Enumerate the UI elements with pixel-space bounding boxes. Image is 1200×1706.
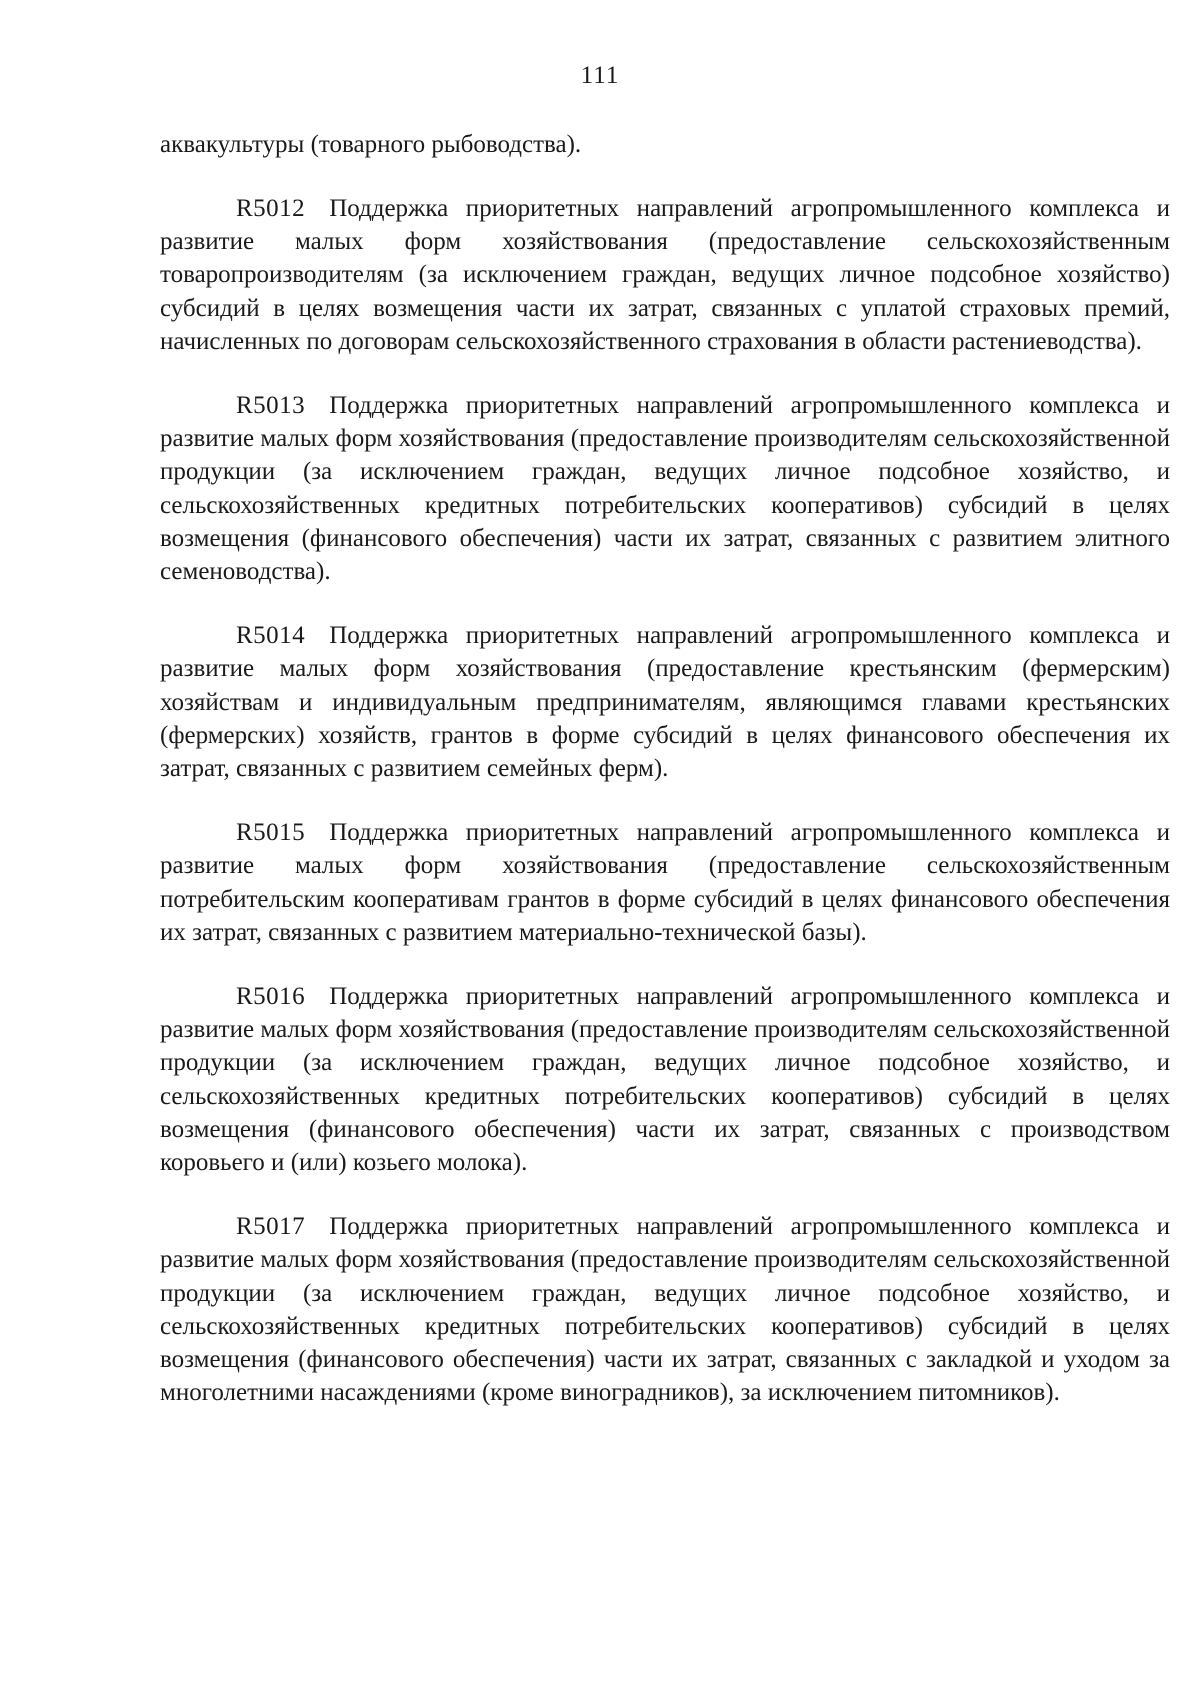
entry-code: R5016 (236, 983, 306, 1011)
entry-code: R5014 (236, 622, 306, 650)
entry-text: Поддержка приоритетных направлений агропромышленного комплекса и развитие малых форм хозяйствования (предоставление сельскохозяйственным потребительским кооперативам грантов в форме субсидий в целях финансового обеспечения их затрат, связанных с развитием материально-технической базы). (160, 819, 1170, 946)
entry-r5012 (160, 192, 1170, 358)
entry-code: R5017 (236, 1213, 306, 1241)
entry-r5013 (160, 389, 1170, 588)
entry-text: Поддержка приоритетных направлений агропромышленного комплекса и развитие малых форм хозяйствования (предоставление крестьянским (фермерским) хозяйствам и индивидуальным предпринимателям, являющимся главами крестьянских (фермерских) хозяйств, грантов в форме субсидий в целях финансового обеспечения их затрат, связанных с развитием семейных ферм). (160, 622, 1170, 783)
entry-code: R5013 (236, 392, 306, 420)
document-body (160, 128, 1170, 1441)
entry-text: Поддержка приоритетных направлений агропромышленного комплекса и развитие малых форм хозяйствования (предоставление производителям сельскохозяйственной продукции (за исключением граждан, ведущих личное подсобное хозяйство, и сельскохозяйственных кредитных потребительских кооперативов) субсидий в целях возмещения (финансового обеспечения) части их затрат, связанных с развитием элитного семеноводства). (160, 392, 1170, 586)
page-number: 111 (580, 62, 620, 89)
entry-r5017 (160, 1210, 1170, 1409)
entry-text: Поддержка приоритетных направлений агропромышленного комплекса и развитие малых форм хозяйствования (предоставление сельскохозяйственным товаропроизводителям (за исключением граждан, ведущих личное подсобное хозяйство) субсидий в целях возмещения части их затрат, связанных с уплатой страховых премий, начисленных по договорам сельскохозяйственного страхования в области растениеводства). (160, 195, 1170, 355)
entry-r5014 (160, 619, 1170, 785)
continuation-paragraph: аквакультуры (товарного рыбоводства). (160, 131, 582, 158)
entry-r5015 (160, 816, 1170, 949)
entry-r5016 (160, 980, 1170, 1179)
entry-code: R5012 (236, 195, 306, 222)
entry-code: R5015 (236, 819, 306, 847)
entry-text: Поддержка приоритетных направлений агропромышленного комплекса и развитие малых форм хозяйствования (предоставление производителям сельскохозяйственной продукции (за исключением граждан, ведущих личное подсобное хозяйство, и сельскохозяйственных кредитных потребительских кооперативов) субсидий в целях возмещения (финансового обеспечения) части их затрат, связанных с производством коровьего и (или) козьего молока). (160, 983, 1170, 1177)
entry-text: Поддержка приоритетных направлений агропромышленного комплекса и развитие малых форм хозяйствования (предоставление производителям сельскохозяйственной продукции (за исключением граждан, ведущих личное подсобное хозяйство, и сельскохозяйственных кредитных потребительских кооперативов) субсидий в целях возмещения (финансового обеспечения) части их затрат, связанных с закладкой и уходом за многолетними насаждениями (кроме виноградников), за исключением питомников). (160, 1213, 1170, 1407)
